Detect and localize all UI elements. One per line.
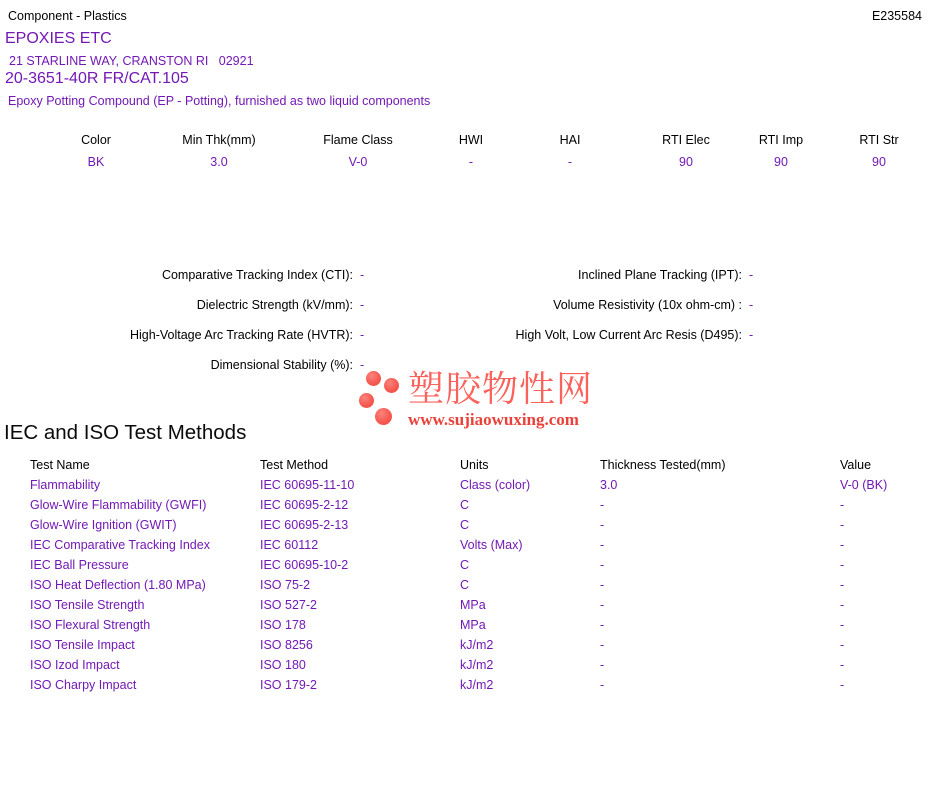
watermark-site-name: 塑胶物性网 — [408, 368, 594, 409]
property-label: Dimensional Stability (%): — [210, 358, 353, 372]
test-cell: - — [840, 678, 845, 692]
electrical-properties-right — [380, 268, 780, 358]
test-column-header: Thickness Tested(mm) — [600, 458, 726, 472]
test-column-header: Units — [460, 458, 489, 472]
ratings-value: 90 — [774, 155, 788, 169]
property-row — [380, 298, 780, 328]
test-cell: - — [840, 538, 845, 552]
property-label: Comparative Tracking Index (CTI): — [161, 268, 353, 282]
test-cell: ISO Heat Deflection (1.80 MPa) — [30, 578, 206, 592]
test-cell: ISO 75-2 — [260, 578, 311, 592]
test-column-header: Test Method — [260, 458, 329, 472]
watermark-dot-icon — [384, 378, 399, 393]
test-cell: - — [600, 578, 605, 592]
property-row — [0, 268, 380, 298]
test-cell: - — [840, 558, 845, 572]
test-cell: Flammability — [30, 478, 101, 492]
test-cell: C — [460, 518, 470, 532]
ratings-value: - — [468, 155, 474, 169]
ratings-column-header: Min Thk(mm) — [182, 133, 256, 147]
test-cell: IEC Ball Pressure — [30, 558, 129, 572]
product-code: 20-3651-40R FR/CAT.105 — [5, 70, 189, 87]
property-row — [0, 298, 380, 328]
test-cell: - — [600, 678, 605, 692]
file-number: E235584 — [871, 9, 922, 23]
test-cell: - — [600, 658, 605, 672]
property-value: - — [749, 268, 754, 282]
test-cell: kJ/m2 — [460, 658, 494, 672]
test-cell: Glow-Wire Flammability (GWFI) — [30, 498, 207, 512]
property-label: Inclined Plane Tracking (IPT): — [578, 268, 742, 282]
test-cell: - — [840, 518, 845, 532]
test-cell: ISO Tensile Strength — [30, 598, 145, 612]
test-cell: kJ/m2 — [460, 678, 494, 692]
ratings-value: - — [567, 155, 573, 169]
test-cell: IEC 60695-2-13 — [260, 518, 349, 532]
test-cell: ISO 8256 — [260, 638, 313, 652]
test-cell: ISO 179-2 — [260, 678, 317, 692]
test-cell: ISO 180 — [260, 658, 306, 672]
property-row — [0, 358, 380, 388]
test-cell: ISO 527-2 — [260, 598, 317, 612]
ratings-column-header: HWI — [458, 133, 484, 147]
property-row — [380, 328, 780, 358]
test-cell: C — [460, 498, 470, 512]
test-cell: IEC 60695-10-2 — [260, 558, 349, 572]
test-cell: IEC 60112 — [260, 538, 319, 552]
ratings-value: BK — [87, 155, 105, 169]
watermark-site-url: www.sujiaowuxing.com — [408, 410, 579, 429]
ratings-column-header: RTI Imp — [758, 133, 804, 147]
test-cell: C — [460, 558, 470, 572]
property-row — [380, 268, 780, 298]
watermark-dot-icon — [359, 393, 374, 408]
property-value: - — [749, 328, 754, 342]
test-column-header: Value — [840, 458, 872, 472]
test-cell: Glow-Wire Ignition (GWIT) — [30, 518, 177, 532]
test-cell: Class (color) — [460, 478, 531, 492]
watermark-dot-icon — [366, 371, 381, 386]
test-cell: MPa — [460, 598, 486, 612]
property-value: - — [360, 328, 365, 342]
test-cell: - — [840, 578, 845, 592]
test-cell: MPa — [460, 618, 486, 632]
ratings-value: 90 — [872, 155, 886, 169]
test-cell: kJ/m2 — [460, 638, 494, 652]
test-cell: - — [840, 498, 845, 512]
test-cell: IEC 60695-2-12 — [260, 498, 349, 512]
test-cell: - — [600, 518, 605, 532]
test-column-header: Test Name — [30, 458, 90, 472]
electrical-properties-left — [0, 268, 380, 388]
test-cell: C — [460, 578, 470, 592]
ratings-column-header: RTI Elec — [662, 133, 710, 147]
ratings-table — [40, 133, 940, 177]
test-cell: - — [600, 498, 605, 512]
test-cell: - — [600, 618, 605, 632]
test-cell: V-0 (BK) — [840, 478, 888, 492]
ratings-value: V-0 — [348, 155, 368, 169]
test-cell: IEC Comparative Tracking Index — [30, 538, 210, 552]
test-cell: - — [600, 538, 605, 552]
test-cell: ISO Tensile Impact — [30, 638, 135, 652]
property-label: Dielectric Strength (kV/mm): — [196, 298, 353, 312]
test-cell: ISO Charpy Impact — [30, 678, 137, 692]
ratings-value: 90 — [679, 155, 693, 169]
watermark-dot-icon — [375, 408, 392, 425]
ratings-column-header: Flame Class — [323, 133, 393, 147]
test-cell: - — [840, 598, 845, 612]
test-cell: ISO Flexural Strength — [30, 618, 151, 632]
property-label: Volume Resistivity (10x ohm-cm) : — [553, 298, 742, 312]
page-category: Component - Plastics — [8, 9, 127, 23]
test-cell: Volts (Max) — [460, 538, 523, 552]
company-name: EPOXIES ETC — [5, 30, 112, 47]
test-cell: IEC 60695-11-10 — [260, 478, 355, 492]
test-methods-heading: IEC and ISO Test Methods — [4, 421, 247, 444]
property-value: - — [360, 358, 365, 372]
test-cell: - — [600, 638, 605, 652]
test-cell: ISO 178 — [260, 618, 306, 632]
test-cell: - — [840, 618, 845, 632]
company-address: 21 STARLINE WAY, CRANSTON RI 02921 — [9, 54, 254, 68]
ratings-column-header: Color — [81, 133, 111, 147]
property-row — [0, 328, 380, 358]
ratings-value: 3.0 — [210, 155, 228, 169]
property-label: High-Voltage Arc Tracking Rate (HVTR): — [130, 328, 353, 342]
property-value: - — [360, 298, 365, 312]
property-value: - — [360, 268, 365, 282]
property-value: - — [749, 298, 754, 312]
test-cell: 3.0 — [600, 478, 618, 492]
test-cell: - — [840, 658, 845, 672]
property-label: High Volt, Low Current Arc Resis (D495): — [515, 328, 742, 342]
ratings-column-header: HAI — [559, 133, 581, 147]
test-cell: - — [600, 558, 605, 572]
test-cell: ISO Izod Impact — [30, 658, 120, 672]
test-cell: - — [600, 598, 605, 612]
ratings-column-header: RTI Str — [859, 133, 899, 147]
product-description: Epoxy Potting Compound (EP - Potting), furnished as two liquid components — [8, 94, 431, 108]
test-methods-table — [30, 458, 920, 698]
test-cell: - — [840, 638, 845, 652]
